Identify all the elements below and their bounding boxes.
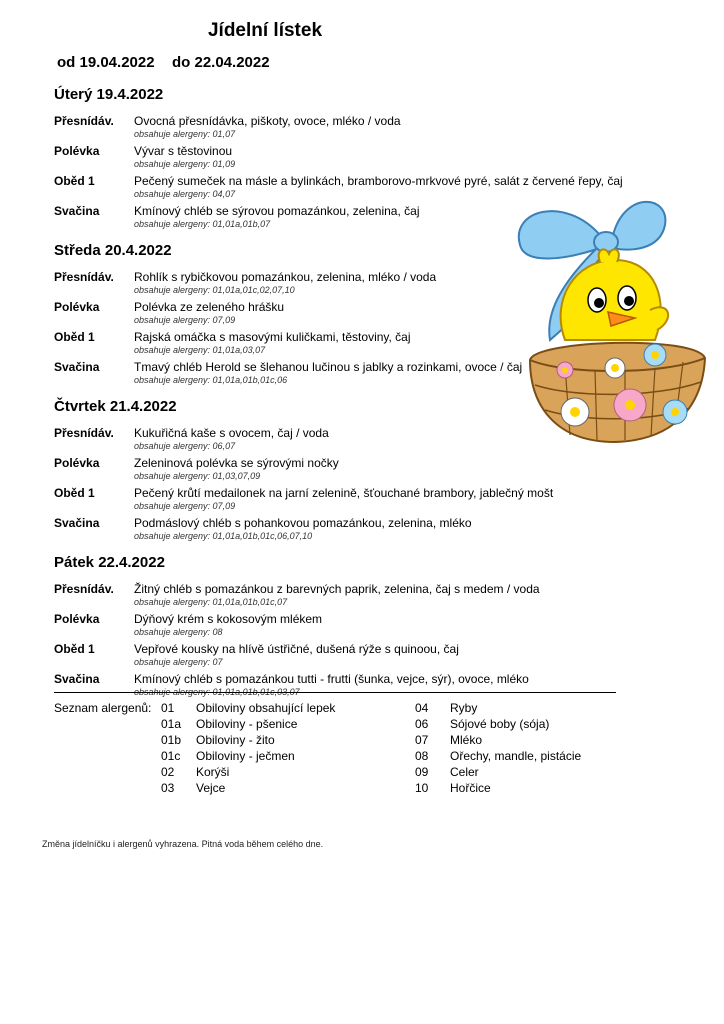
meal-allergens: obsahuje alergeny: 07,09 [134, 501, 236, 511]
meal-snack-morning [54, 114, 654, 144]
allergen-code: 10 [415, 781, 429, 795]
meal-text: Kmínový chléb s pomazánkou tutti - frutti (šunka, vejce, sýr), ovoce, mléko [134, 672, 529, 686]
allergen-code: 07 [415, 733, 429, 747]
allergen-name: Sójové boby (sója) [450, 717, 550, 731]
meal-lunch [54, 486, 654, 516]
meal-text: Podmáslový chléb s pohankovou pomazánkou, zelenina, mléko [134, 516, 472, 530]
allergen-code: 01a [161, 717, 182, 731]
meal-label: Svačina [54, 672, 100, 686]
meal-label: Oběd 1 [54, 330, 95, 344]
meal-text: Kukuřičná kaše s ovocem, čaj / voda [134, 426, 329, 440]
allergen-code: 09 [415, 765, 429, 779]
period-to: do 22.04.2022 [172, 54, 270, 71]
allergen-code: 04 [415, 701, 429, 715]
allergen-code: 02 [161, 765, 175, 779]
meal-label: Svačina [54, 204, 100, 218]
meal-label: Svačina [54, 360, 100, 374]
meal-label: Oběd 1 [54, 486, 95, 500]
meal-allergens: obsahuje alergeny: 06,07 [134, 441, 236, 451]
meal-label: Přesnídáv. [54, 270, 114, 284]
meal-label: Polévka [54, 612, 100, 626]
meal-soup [54, 612, 654, 642]
meal-text: Rohlík s rybičkovou pomazánkou, zelenina, mléko / voda [134, 270, 437, 284]
page-title: Jídelní lístek [207, 20, 323, 41]
meal-allergens: obsahuje alergeny: 07 [134, 657, 223, 667]
easter-chick-illustration [505, 190, 720, 450]
meal-text: Pečený sumeček na másle a bylinkách, bramborovo-mrkvové pyré, salát z červené řepy, čaj [134, 174, 623, 188]
day-heading: Čtvrtek 21.4.2022 [54, 398, 177, 415]
allergen-code: 01 [161, 701, 175, 715]
allergen-code: 03 [161, 781, 175, 795]
meal-allergens: obsahuje alergeny: 01,07 [134, 129, 236, 139]
allergen-code: 01b [161, 733, 182, 747]
meal-allergens: obsahuje alergeny: 01,01a,01b,01c,06,07,10 [134, 531, 313, 541]
meal-label: Svačina [54, 516, 100, 530]
meal-label: Polévka [54, 144, 100, 158]
meal-allergens: obsahuje alergeny: 01,09 [134, 159, 236, 169]
meal-allergens: obsahuje alergeny: 01,01a,01b,01c,07 [134, 597, 288, 607]
meal-label: Polévka [54, 300, 100, 314]
meal-text: Zeleninová polévka se sýrovými nočky [134, 456, 339, 470]
meal-label: Polévka [54, 456, 100, 470]
meal-allergens: obsahuje alergeny: 07,09 [134, 315, 236, 325]
allergen-name: Obiloviny - ječmen [196, 749, 295, 763]
footer-note: Změna jídelníčku i alergenů vyhrazena. Pitná voda během celého dne. [42, 839, 324, 849]
allergen-name: Celer [450, 765, 479, 779]
allergen-code: 06 [415, 717, 429, 731]
meal-snack-afternoon [54, 672, 654, 702]
meal-lunch [54, 642, 654, 672]
basket-icon [530, 343, 705, 442]
meal-allergens: obsahuje alergeny: 08 [134, 627, 223, 637]
meal-allergens: obsahuje alergeny: 01,01a,01c,02,07,10 [134, 285, 295, 295]
meal-text: Pečený krůtí medailonek na jarní zelenině, šťouchané brambory, jablečný mošt [134, 486, 554, 500]
day-heading: Pátek 22.4.2022 [54, 554, 165, 571]
meal-soup [54, 144, 654, 174]
meal-text: Vývar s těstovinou [134, 144, 233, 158]
chick-icon [561, 249, 669, 340]
meal-label: Přesnídáv. [54, 114, 114, 128]
day-heading: Středa 20.4.2022 [54, 242, 172, 259]
meal-label: Oběd 1 [54, 642, 95, 656]
meal-text: Kmínový chléb se sýrovou pomazánkou, zelenina, čaj [134, 204, 420, 218]
allergen-name: Ořechy, mandle, pistácie [450, 749, 582, 763]
meal-label: Oběd 1 [54, 174, 95, 188]
meal-text: Dýňový krém s kokosovým mlékem [134, 612, 323, 626]
allergen-name: Obiloviny - žito [196, 733, 275, 747]
meal-label: Přesnídáv. [54, 582, 114, 596]
meal-snack-afternoon [54, 516, 654, 546]
meal-text: Ovocná přesnídávka, piškoty, ovoce, mléko / voda [134, 114, 401, 128]
allergen-code: 01c [161, 749, 181, 763]
meal-text: Rajská omáčka s masovými kuličkami, těstoviny, čaj [134, 330, 411, 344]
meal-snack-morning [54, 582, 654, 612]
meal-text: Vepřové kousky na hlívě ústřičné, dušená rýže s quinoou, čaj [134, 642, 459, 656]
meal-text: Žitný chléb s pomazánkou z barevných paprik, zelenina, čaj s medem / voda [134, 582, 540, 596]
allergen-name: Hořčice [450, 781, 491, 795]
allergen-name: Obiloviny obsahující lepek [196, 701, 336, 715]
allergen-name: Mléko [450, 733, 483, 747]
meal-allergens: obsahuje alergeny: 01,01a,01b,01c,06 [134, 375, 288, 385]
allergen-name: Vejce [196, 781, 226, 795]
allergen-name: Korýši [196, 765, 230, 779]
allergen-name: Ryby [450, 701, 478, 715]
day-friday [54, 554, 654, 702]
meal-text: Tmavý chléb Herold se šlehanou lučinou s jablky a rozinkami, ovoce / čaj [134, 360, 523, 374]
allergen-list-heading: Seznam alergenů: [54, 701, 152, 715]
meal-allergens: obsahuje alergeny: 01,03,07,09 [134, 471, 261, 481]
period-from: od 19.04.2022 [57, 54, 155, 71]
meal-allergens: obsahuje alergeny: 01,01a,01b,01c,03,07 [134, 687, 300, 697]
meal-soup [54, 456, 654, 486]
meal-text: Polévka ze zeleného hrášku [134, 300, 285, 314]
meal-allergens: obsahuje alergeny: 01,01a,01b,07 [134, 219, 271, 229]
allergen-name: Obiloviny - pšenice [196, 717, 298, 731]
meal-allergens: obsahuje alergeny: 01,01a,03,07 [134, 345, 266, 355]
meal-allergens: obsahuje alergeny: 04,07 [134, 189, 236, 199]
allergen-code: 08 [415, 749, 429, 763]
meal-label: Přesnídáv. [54, 426, 114, 440]
day-heading: Úterý 19.4.2022 [54, 86, 164, 103]
section-divider [54, 692, 616, 693]
